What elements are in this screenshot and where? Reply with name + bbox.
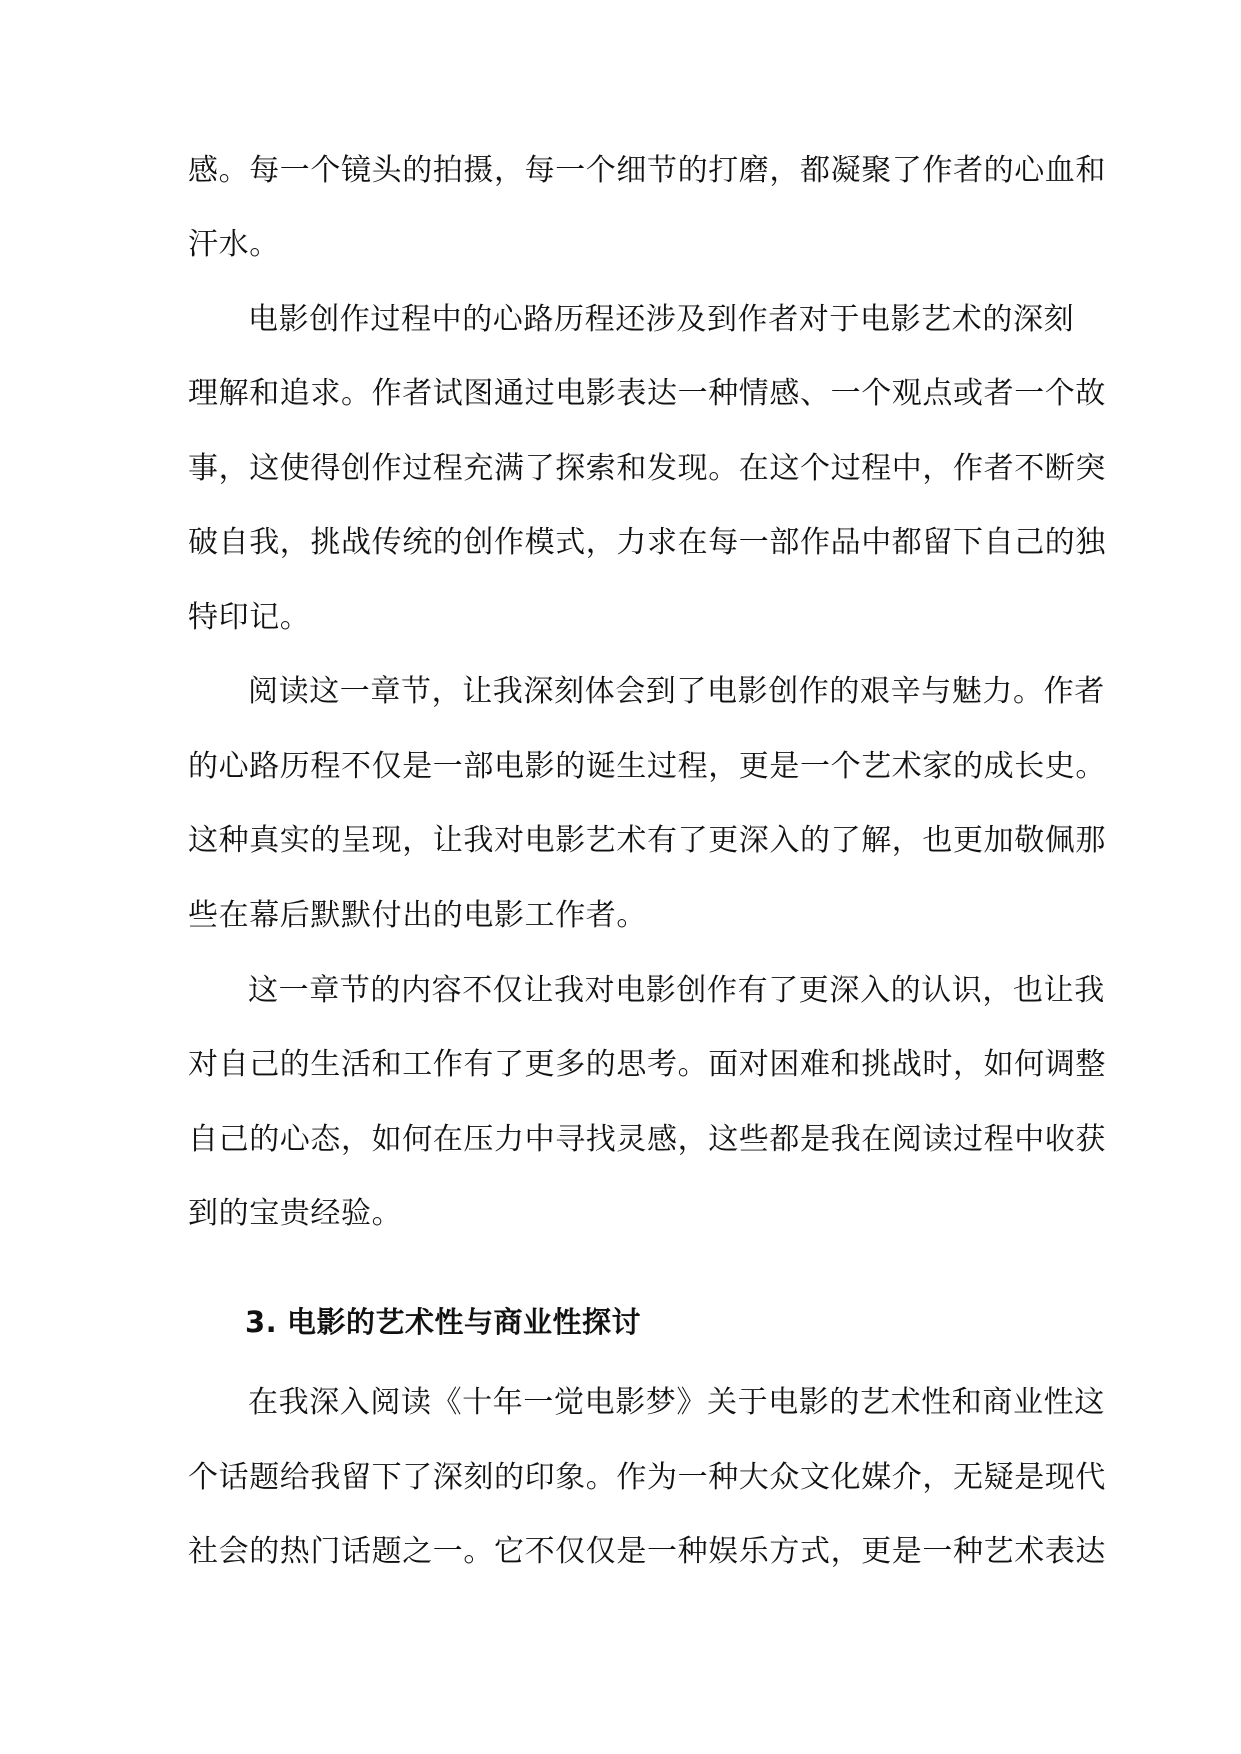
paragraph-3-line-1: 阅读这一章节，让我深刻体会到了电影创作的艰辛与魅力。作者 [248, 674, 1105, 709]
paragraph-2-line-1: 电影创作过程中的心路历程还涉及到作者对于电影艺术的深刻 [248, 302, 1075, 337]
paragraph-4-line-1: 这一章节的内容不仅让我对电影创作有了更深入的认识，也让我 [248, 973, 1105, 1008]
paragraph-1-line-1: 感。每一个镜头的拍摄，每一个细节的打磨，都凝聚了作者的心血和 [188, 153, 1106, 188]
paragraph-2-line-2: 理解和追求。作者试图通过电影表达一种情感、一个观点或者一个故 [188, 376, 1106, 411]
paragraph-3-line-3: 这种真实的呈现，让我对电影艺术有了更深入的了解，也更加敬佩那 [188, 823, 1106, 858]
paragraph-3-line-4: 些在幕后默默付出的电影工作者。 [188, 898, 647, 933]
section-paragraph-line-1: 在我深入阅读《十年一觉电影梦》关于电影的艺术性和商业性这 [248, 1385, 1105, 1420]
paragraph-3-line-2: 的心路历程不仅是一部电影的诞生过程，更是一个艺术家的成长史。 [188, 749, 1106, 784]
paragraph-2-line-5: 特印记。 [188, 600, 311, 635]
paragraph-4-line-4: 到的宝贵经验。 [188, 1196, 403, 1231]
section-title: 电影的艺术性与商业性探讨 [287, 1305, 642, 1339]
section-heading [245, 1302, 641, 1342]
section-number: 3. [245, 1305, 278, 1339]
paragraph-1-line-2: 汗水。 [188, 227, 280, 262]
paragraph-4-line-3: 自己的心态，如何在压力中寻找灵感，这些都是我在阅读过程中收获 [188, 1122, 1106, 1157]
section-paragraph-line-2: 个话题给我留下了深刻的印象。作为一种大众文化媒介，无疑是现代 [188, 1460, 1106, 1495]
paragraph-2-line-4: 破自我，挑战传统的创作模式，力求在每一部作品中都留下自己的独 [188, 525, 1106, 560]
paragraph-2-line-3: 事，这使得创作过程充满了探索和发现。在这个过程中，作者不断突 [188, 451, 1106, 486]
section-paragraph-line-3: 社会的热门话题之一。它不仅仅是一种娱乐方式，更是一种艺术表达 [188, 1534, 1106, 1569]
paragraph-4-line-2: 对自己的生活和工作有了更多的思考。面对困难和挑战时，如何调整 [188, 1047, 1106, 1082]
